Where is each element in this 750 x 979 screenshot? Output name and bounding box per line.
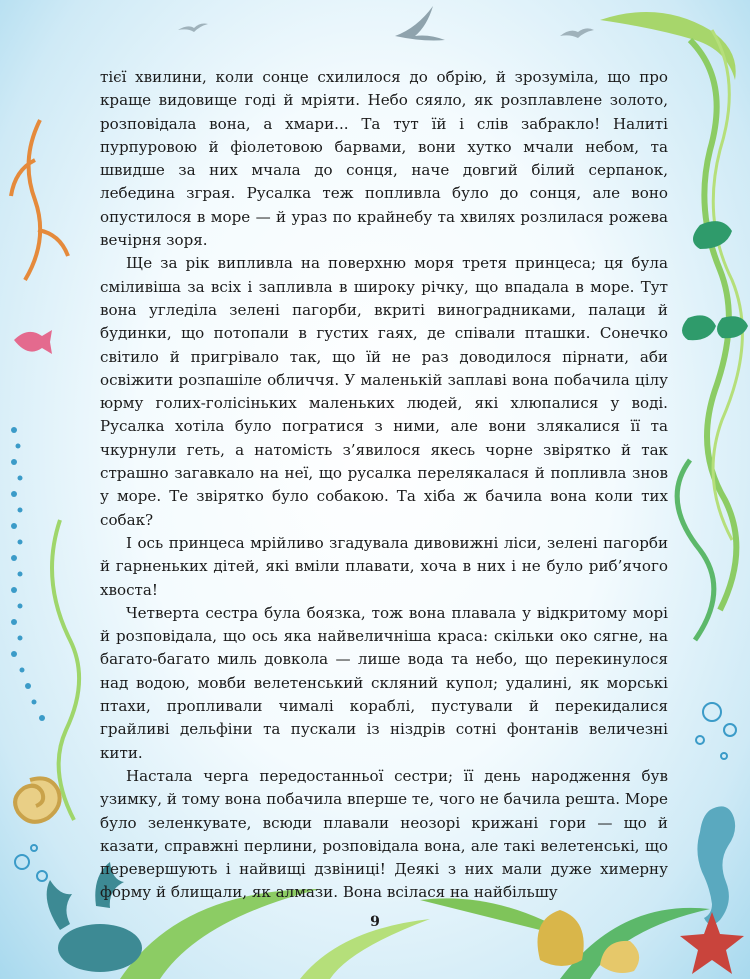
paragraph-4: Четверта сестра була боязка, тож вона плавала у відкритому морі й розповідала, що ось яка найвеличніша краса: скільки око сягне, на багато-багато миль довкола — лише вода та небо, що перекинулося над водою, мовби велетенський скляний купол; удалині, як морські птахи, пропливали чималі кораблі, пустували й перекидалися грайливі дельфіни та пускали із ніздрів сотні фонтанів величезні кити. (100, 603, 668, 762)
seahorse-icon (697, 806, 735, 924)
green-shell-icon (682, 221, 748, 340)
paragraph-1: тієї хвилини, коли сонце схилилося до обрію, й зрозуміла, що про краще видовище годі й мріяти. Небо сяяло, як розплавлене золото, розповідала вона, а хмари... Та тут їй і слів забракло! Налиті пурпуровою й фіолетовою барвами, вони хутко мчали небом, та швидше за них мчала до сонця, наче довгий білий серпанок, лебедина зграя. Русалка теж попливла було до сонця, але воно опустилося в море — й ураз по крайнебу та хвилях розлилася рожева вечірня зоря. (100, 68, 668, 250)
coral-icon (11, 120, 68, 280)
paragraph-5: Настала черга передостанньої сестри; її день народження був узимку, й тому вона побачила вперше те, чого не бачила решта. Море було зеленкувате, всюди плавали неозорі крижані гори — що й казати, справжні перлини, розповідала вона, але такі велетенські, що перевершують і найвищі дзвіниці! Деякі з них мали дуже химерну форму й блищали, як алмази. Вона всілася на найбільшу (100, 766, 668, 902)
paragraph-3: І ось принцеса мрійливо згадувала дивовижні ліси, зелені пагорби й гарненьких дітей, які вміли плавати, хоча в них і не було риб’ячого хвоста! (100, 533, 668, 599)
bubbles-icon (696, 703, 736, 759)
paragraph-2: Ще за рік випливла на поверхню моря третя принцеса; ця була сміливіша за всіх і запливла в широку річку, що впадала в море. Тут вона угледіла зелені пагорби, вкриті виноградниками, палаци й будинки, що потопали в густих гаях, де співали пташки. Сонечко світило й пригрівало так, що їй не раз доводилося пірнати, аби освіжити розпашіле обличчя. У маленькій заплаві вона побачила цілу юрму голих-голісіньких маленьких людей, які хлюпалися у воді. Русалка хотіла було погратися з ними, але вони злякалися її та чкурнули геть, а натомість з’явилося якесь чорне звірятко й так страшно загавкало на неї, що русалка перелякалася й попливла знов у море. Те звірятко було собакою. Та хіба ж бачила вона коли тих собак? (100, 254, 668, 529)
small-bird-icon (178, 24, 594, 39)
seaweed-right-icon (677, 460, 714, 640)
seagull-icon (395, 6, 445, 41)
spiral-shell-icon (15, 778, 60, 821)
story-text (100, 66, 668, 905)
pink-fish-icon (14, 330, 52, 354)
bubble-chain-icon (11, 427, 45, 721)
page-number: 9 (370, 914, 380, 930)
bubbles-left-icon (15, 845, 47, 881)
seaweed-left-icon (52, 520, 79, 820)
